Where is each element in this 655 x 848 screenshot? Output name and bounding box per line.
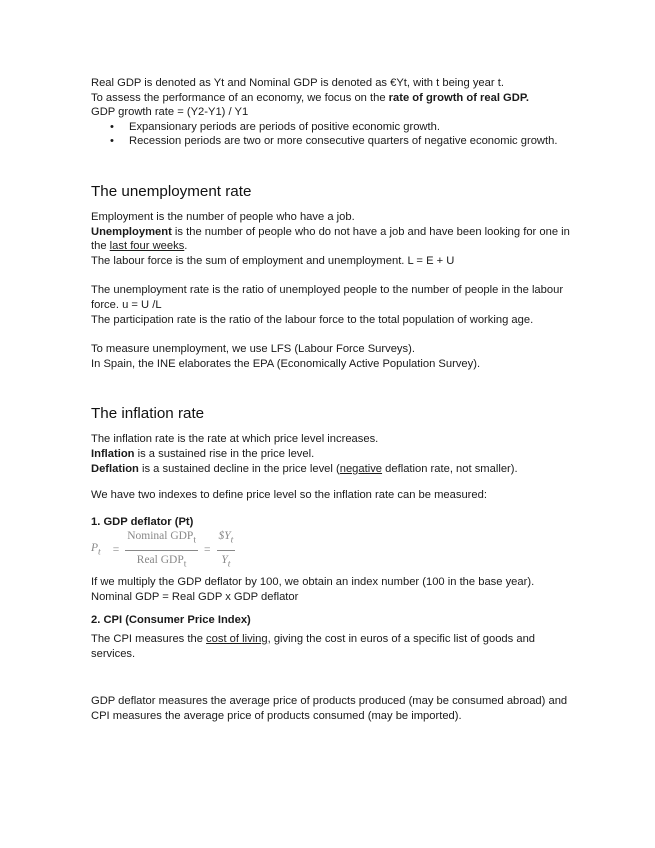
spain-epa: In Spain, the INE elaborates the EPA (Economically Active Population Survey). — [91, 357, 481, 370]
section-heading-unemployment: The unemployment rate — [91, 182, 252, 200]
formula-numerator-1 — [125, 529, 198, 551]
measure-unemployment: To measure unemployment, we use LFS (Labour Force Surveys). — [91, 343, 415, 356]
deflation-def-underlined: negative — [339, 462, 383, 475]
formula-denominator-2 — [219, 551, 232, 572]
formula-num2-text: $Y — [218, 529, 231, 542]
deflator-vs-cpi: GDP deflator measures the average price of products produced (may be consumed abroad) and CPI measures the average price of products consumed (may be imported). — [91, 695, 568, 722]
formula-den2-sub: t — [227, 558, 231, 570]
formula-equals-1: = — [112, 543, 120, 556]
labour-force-definition: The labour force is the sum of employment and unemployment. L = E + U — [91, 254, 455, 267]
unemployment-def-text: is the number of people who do not have a job and have been looking for one in the — [91, 225, 570, 253]
cpi-definition — [91, 632, 571, 661]
deflation-def-end: deflation rate, not smaller). — [382, 462, 518, 475]
formula-den2-text: Y — [221, 553, 228, 566]
formula-fraction-1 — [125, 529, 198, 572]
gdp-deflator-heading: 1. GDP deflator (Pt) — [91, 515, 194, 528]
intro-line-2-bold: rate of growth of real GDP. — [388, 91, 529, 104]
formula-lhs — [91, 541, 101, 560]
cpi-def-underlined: cost of living — [206, 633, 268, 646]
growth-bullet-list — [91, 120, 571, 149]
inflation-def-text: is a sustained rise in the price level. — [134, 447, 315, 460]
intro-line-2-text: To assess the performance of an economy, we focus on the — [91, 91, 389, 104]
formula-lhs-subscript: t — [98, 546, 101, 558]
formula-den1-text: Real GDP — [136, 553, 184, 566]
unemployment-term: Unemployment — [91, 225, 172, 238]
unemployment-rate-definition: The unemployment rate is the ratio of unemployed people to the number of people in the labour force. u = U /L — [91, 284, 564, 311]
deflation-def-text: is a sustained decline in the price level ( — [138, 462, 340, 475]
bullet-item: • Expansionary periods are periods of positive economic growth. — [91, 120, 571, 135]
formula-denominator-1 — [135, 551, 189, 572]
intro-line-1: Real GDP is denoted as Yt and Nominal GDP is denoted as €Yt, with t being year t. — [91, 77, 504, 89]
cpi-def-text: The CPI measures the — [91, 633, 207, 646]
deflation-term: Deflation — [91, 462, 139, 475]
formula-numerator-2 — [217, 529, 236, 551]
section-heading-inflation: The inflation rate — [91, 405, 205, 423]
formula-num1-text: Nominal GDP — [127, 529, 194, 542]
document-page — [91, 76, 571, 723]
formula-num1-sub: t — [193, 534, 196, 546]
inflation-term: Inflation — [91, 447, 135, 460]
formula-lhs-symbol: P — [91, 541, 99, 554]
cpi-def-end: , giving the cost in euros of a specific list of goods and services. — [91, 633, 536, 660]
unemployment-def-underlined: last four weeks — [109, 240, 185, 253]
inflation-rate-definition: The inflation rate is the rate at which price level increases. — [91, 433, 379, 446]
inflation-definition — [91, 447, 571, 462]
bullet-item: • Recession periods are two or more consecutive quarters of negative economic growth. — [91, 134, 571, 149]
employment-definition: Employment is the number of people who have a job. — [91, 210, 355, 223]
cpi-heading: 2. CPI (Consumer Price Index) — [91, 614, 251, 627]
intro-line-3: GDP growth rate = (Y2-Y1) / Y1 — [91, 106, 249, 119]
intro-line-2 — [91, 91, 571, 106]
unemployment-def-end: . — [184, 240, 188, 253]
indexes-intro: We have two indexes to define price level so the inflation rate can be measured: — [91, 489, 487, 502]
unemployment-definition — [91, 225, 571, 254]
deflation-definition — [91, 462, 571, 477]
formula-equals-2: = — [204, 543, 211, 556]
multiply-deflator: If we multiply the GDP deflator by 100, we obtain an index number (100 in the base year). — [91, 576, 535, 589]
nominal-gdp-equation: Nominal GDP = Real GDP x GDP deflator — [91, 590, 299, 603]
formula-den1-sub: t — [183, 558, 187, 570]
participation-rate-definition: The participation rate is the ratio of the labour force to the total population of working age. — [91, 313, 534, 326]
gdp-deflator-formula — [91, 531, 571, 569]
formula-fraction-2 — [217, 529, 236, 572]
formula-num2-sub: t — [230, 534, 234, 546]
